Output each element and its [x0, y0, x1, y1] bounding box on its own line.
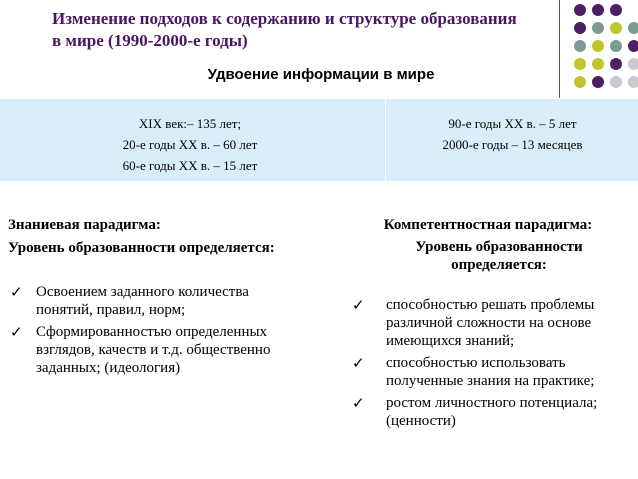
check-icon: ✓: [352, 394, 365, 412]
column-heading: Компетентностная парадигма:: [383, 217, 593, 233]
list-item: [348, 296, 638, 350]
section-subtitle: [0, 66, 638, 83]
dot: [592, 4, 604, 16]
dot: [628, 22, 638, 34]
dot: [574, 22, 586, 34]
list-item-text: ростом личностного потенциала; (ценности): [386, 395, 598, 429]
list-item: [348, 394, 638, 430]
list-item: [8, 323, 308, 377]
dot: [574, 4, 586, 16]
stats-right: [400, 113, 625, 155]
check-icon: ✓: [352, 296, 365, 314]
band-divider: [385, 99, 386, 181]
slide-title: Изменение подходов к содержанию и структуре образования в мире (1990-2000-е годы): [52, 9, 517, 50]
header-divider: [559, 0, 560, 98]
knowledge-paradigm-column: [8, 216, 308, 381]
decorative-dot-grid: [568, 0, 638, 98]
check-icon: ✓: [352, 354, 365, 372]
stat-line: XIX век:– 135 лет;: [138, 116, 242, 131]
dot: [592, 22, 604, 34]
dot: [610, 4, 622, 16]
stat-line: 60-е годы XX в. – 15 лет: [122, 158, 258, 173]
stat-line: 2000-е годы – 13 месяцев: [442, 137, 583, 152]
check-icon: ✓: [10, 283, 23, 301]
stats-left: [80, 113, 300, 176]
stat-line: 90-е годы XX в. – 5 лет: [448, 116, 577, 131]
competence-paradigm-column: [348, 216, 638, 434]
dot: [592, 40, 604, 52]
list-item-text: способностью использовать полученные знания на практике;: [386, 355, 595, 389]
list-item: [348, 354, 638, 390]
dot: [610, 22, 622, 34]
stat-line: 20-е годы XX в. – 60 лет: [122, 137, 258, 152]
bullet-list: [8, 283, 308, 377]
list-item: [8, 283, 308, 319]
list-item-text: способностью решать проблемы различной сложности на основе имеющихся знаний;: [386, 297, 595, 349]
column-subheading: Уровень образованности определяется:: [8, 240, 275, 256]
check-icon: ✓: [10, 323, 23, 341]
bullet-list: [348, 296, 638, 430]
column-heading: Знаниевая парадигма:: [8, 217, 161, 233]
dot: [574, 40, 586, 52]
dot: [628, 40, 638, 52]
list-item-text: Освоением заданного количества понятий, правил, норм;: [36, 284, 249, 318]
column-subheading: Уровень образованности определяется:: [415, 239, 583, 273]
dot: [610, 40, 622, 52]
section-subtitle-text: Удвоение информации в мире: [207, 66, 435, 83]
list-item-text: Сформированностью определенных взглядов, качеств и т.д. общественно заданных; (идеология): [36, 324, 271, 376]
